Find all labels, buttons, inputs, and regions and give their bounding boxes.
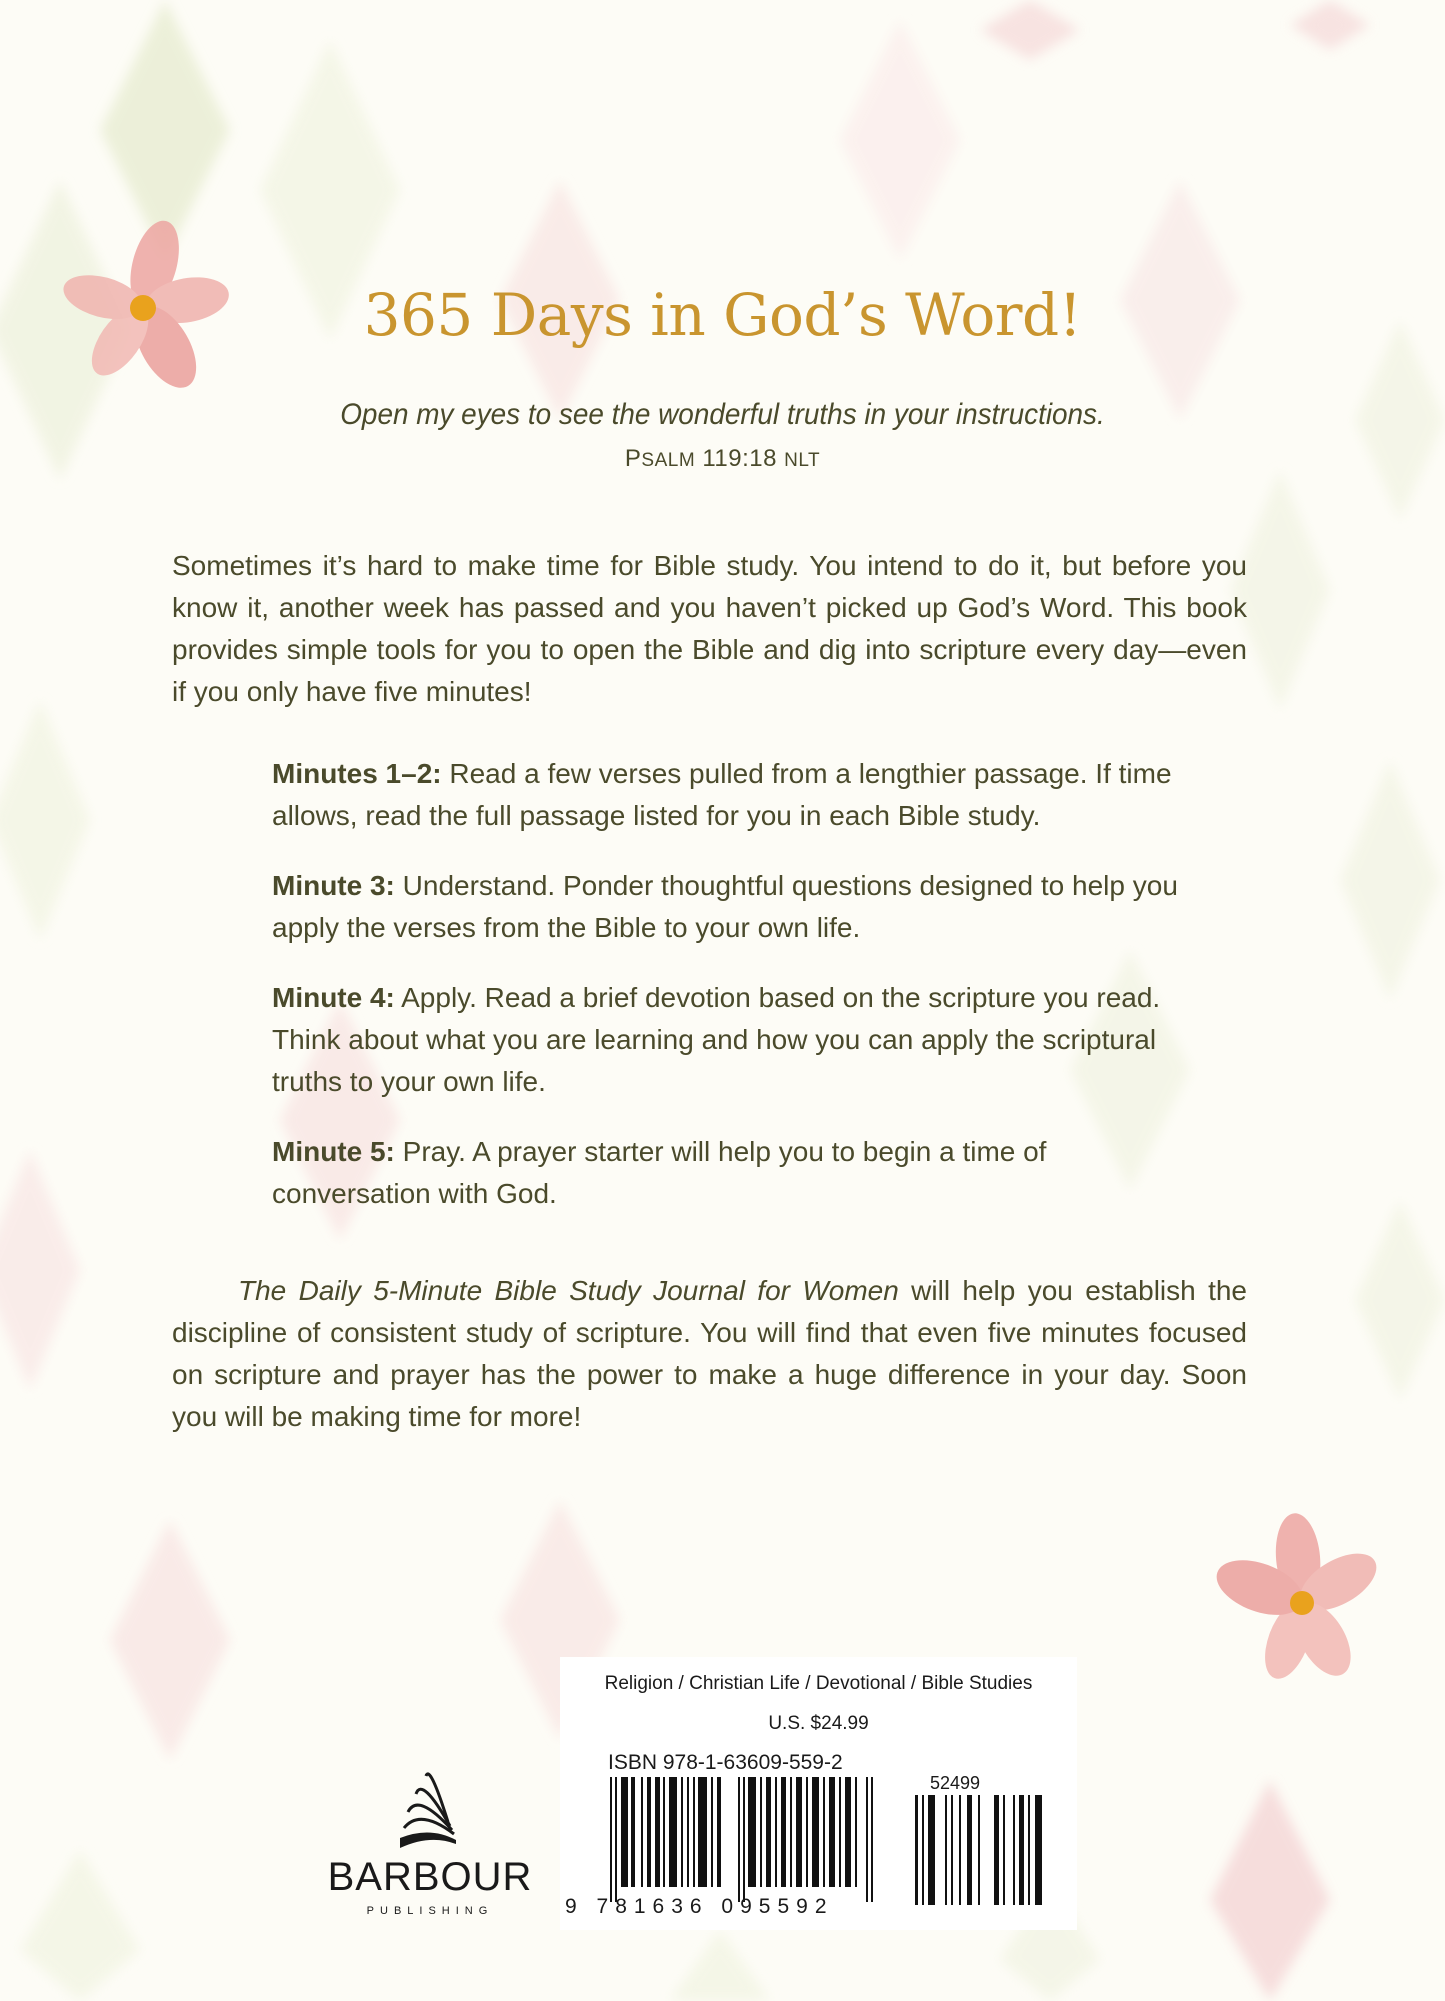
- step-label: Minute 5:: [272, 1136, 395, 1167]
- step-item: [272, 1131, 1212, 1215]
- reference-translation: NLT: [784, 450, 821, 471]
- step-label: Minute 3:: [272, 870, 395, 901]
- price-addon-code: 52499: [930, 1773, 981, 1793]
- reference-book-rest: SALM: [641, 450, 696, 471]
- ean-barcode-icon: [610, 1777, 880, 1902]
- bisac-category: Religion / Christian Life / Devotional / Bible Studies: [604, 1673, 1033, 1694]
- step-text: Read a few verses pulled from a lengthier passage. If time allows, read the full passage listed for you in each Bible study.: [272, 758, 1172, 831]
- addon-barcode-icon: [915, 1795, 1055, 1905]
- step-text: Apply. Read a brief devotion based on the scripture you read. Think about what you are learning and how you can apply the scriptural truths to your own life.: [272, 982, 1161, 1097]
- reference-chapter-verse: 119:18: [702, 445, 777, 472]
- ean-number: 9 781636 095592: [565, 1895, 834, 1918]
- publisher-logo: [300, 1760, 560, 1920]
- step-text: Pray. A prayer starter will help you to begin a time of conversation with God.: [272, 1136, 1047, 1209]
- flower-illustration-bottom-right: [1212, 1513, 1392, 1693]
- step-item: [272, 753, 1212, 837]
- barcode-label: [560, 1657, 1077, 1930]
- step-label: Minute 4:: [272, 982, 395, 1013]
- closing-text: will help you establish the discipline of consistent study of scripture. You will find that even five minutes focused on scripture and prayer has the power to make a huge difference in your day. Soon you will be making time for more!: [172, 1275, 1248, 1432]
- scripture-verse: Open my eyes to see the wonderful truths in your instructions.: [340, 398, 1105, 431]
- isbn: ISBN 978-1-63609-559-2: [608, 1751, 843, 1774]
- intro-paragraph: Sometimes it’s hard to make time for Bible study. You intend to do it, but before you know it, another week has passed and you haven’t picked up God’s Word. This book provides simple tools for you to open the Bible and dig into scripture every day—even if you only have five minutes!: [172, 550, 1247, 707]
- cover-title: 365 Days in God’s Word!: [363, 281, 1082, 349]
- step-item: [272, 977, 1212, 1103]
- publisher-name: BARBOUR: [327, 1855, 533, 1899]
- minute-steps-list: [272, 753, 1212, 1243]
- step-label: Minutes 1–2:: [272, 758, 442, 789]
- publisher-subtitle: PUBLISHING: [366, 1905, 494, 1917]
- step-text: Understand. Ponder thoughtful questions designed to help you apply the verses from the Bible to your own life.: [272, 870, 1178, 943]
- reference-book-initial: P: [624, 445, 642, 472]
- closing-paragraph: [172, 1270, 1247, 1438]
- step-item: [272, 865, 1212, 949]
- flower-center-icon: [1290, 1591, 1314, 1615]
- scripture-reference: [0, 445, 1445, 473]
- book-title-italic: The Daily 5-Minute Bible Study Journal for Women: [238, 1275, 899, 1306]
- open-book-icon: [390, 1760, 470, 1850]
- price: U.S. $24.99: [768, 1713, 869, 1734]
